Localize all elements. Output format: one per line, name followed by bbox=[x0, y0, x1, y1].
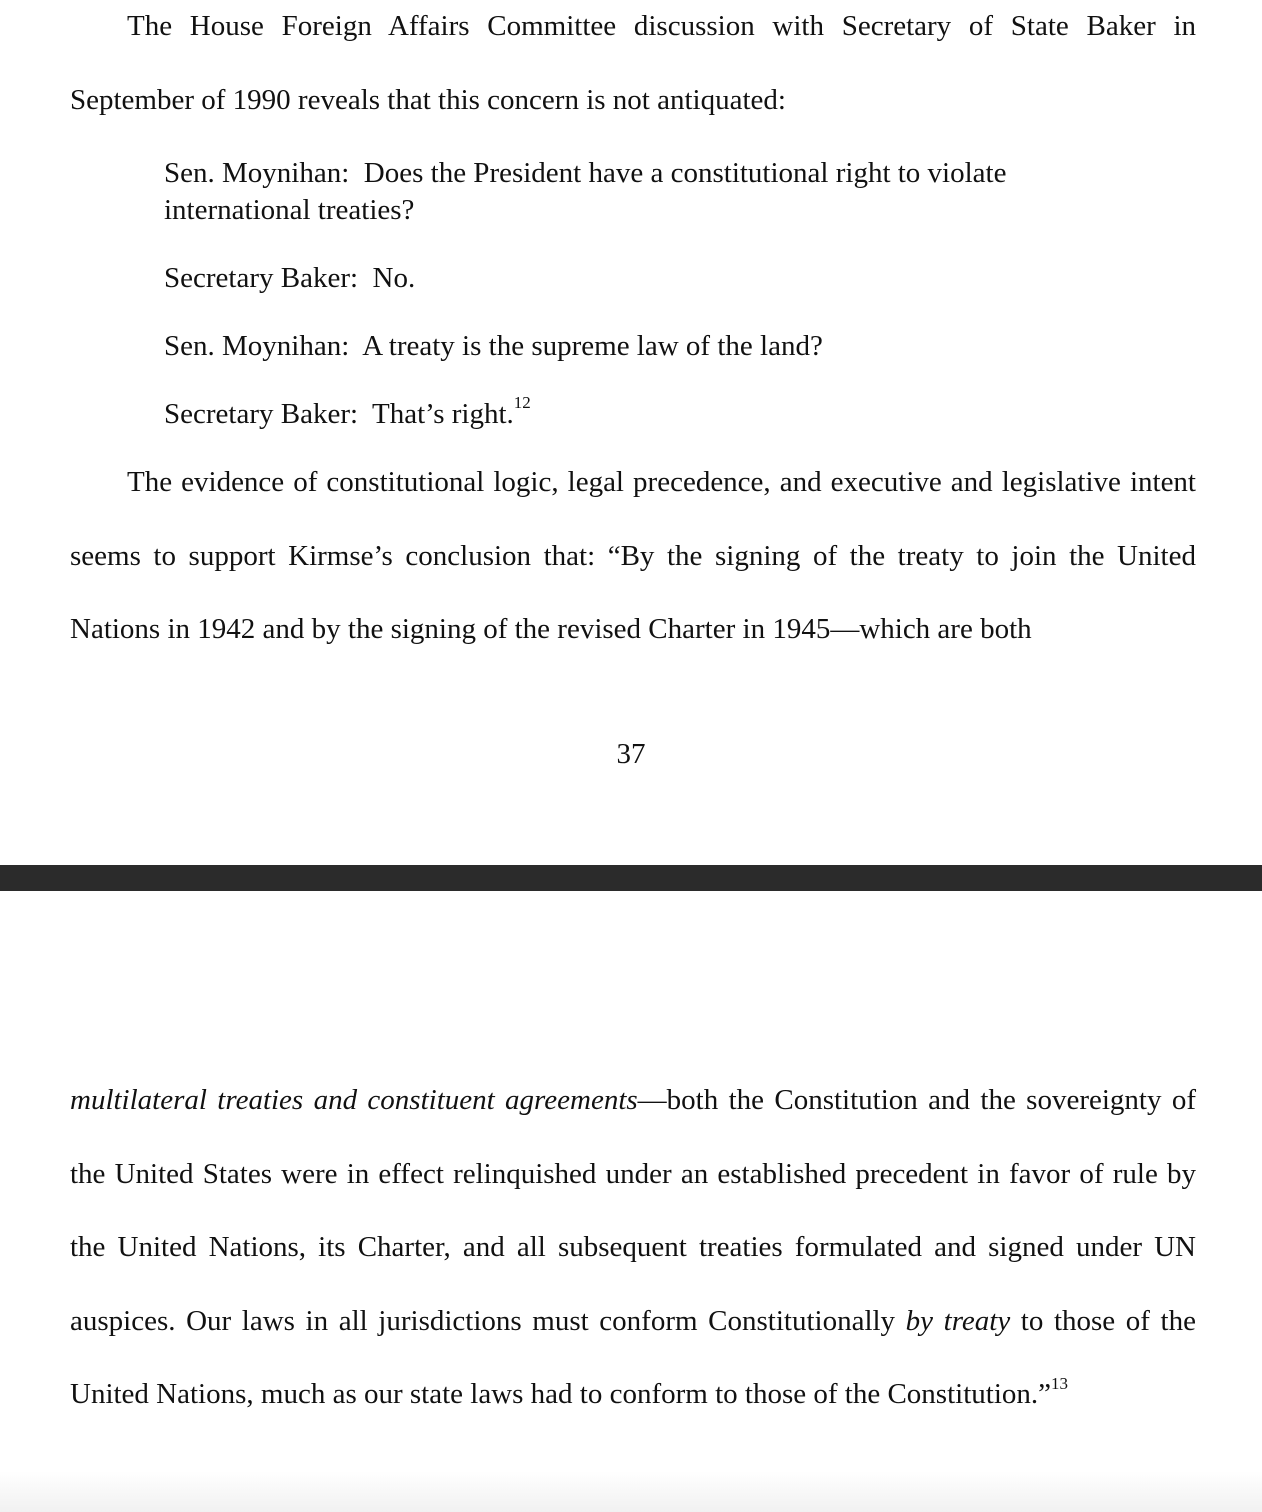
exchange-text: No. bbox=[372, 262, 416, 294]
speaker-label: Secretary Baker: bbox=[164, 398, 359, 430]
exchange-line-4 bbox=[164, 393, 1114, 433]
document-page-38 bbox=[0, 891, 1262, 1512]
italic-lead: multilateral treaties and constituent agreements bbox=[70, 1084, 638, 1116]
footnote-marker: 12 bbox=[513, 393, 531, 413]
italic-phrase: by treaty bbox=[905, 1304, 1011, 1337]
exchange-line-1 bbox=[164, 155, 1114, 229]
exchange-text: That’s right. bbox=[372, 398, 514, 430]
speaker-label: Secretary Baker: bbox=[164, 262, 359, 294]
page-separator bbox=[0, 865, 1262, 891]
footnote-marker: 13 bbox=[1051, 1373, 1069, 1393]
ending-text: to those of the United Nations, much as our state laws had to conform to those of the Constitution.” bbox=[70, 1304, 1196, 1411]
exchange-line-2 bbox=[164, 260, 1114, 297]
speaker-label: Sen. Moynihan: bbox=[164, 157, 350, 189]
intro-paragraph: The House Foreign Affairs Committee discussion with Secretary of State Baker in September of 1990 reveals that this concern is not antiquated: bbox=[70, 10, 1196, 116]
speaker-label: Sen. Moynihan: bbox=[164, 330, 350, 362]
evidence-paragraph: The evidence of constitutional logic, legal precedence, and executive and legislative intent seems to support Kirmse’s conclusion that: “By the signing of the treaty to join the United Nations in 1942 and by the signing of the revised Charter in 1945—which are both bbox=[70, 466, 1196, 646]
exchange-line-3 bbox=[164, 328, 1114, 365]
page-number: 37 bbox=[616, 738, 646, 770]
quote-continuation-paragraph bbox=[70, 1064, 1196, 1432]
exchange-text: Does the President have a constitutional right to violate international treaties? bbox=[164, 157, 1007, 226]
continuation-text: —both the Constitution and the sovereignty of the United States were in effect relinquished under an established precedent in favor of rule by the United Nations, its Charter, and all subsequent treaties formulated and signed under UN auspices. Our laws in all jurisdictions must conform Constitutionally bbox=[70, 1084, 1196, 1337]
exchange-text: A treaty is the supreme law of the land? bbox=[362, 330, 823, 362]
